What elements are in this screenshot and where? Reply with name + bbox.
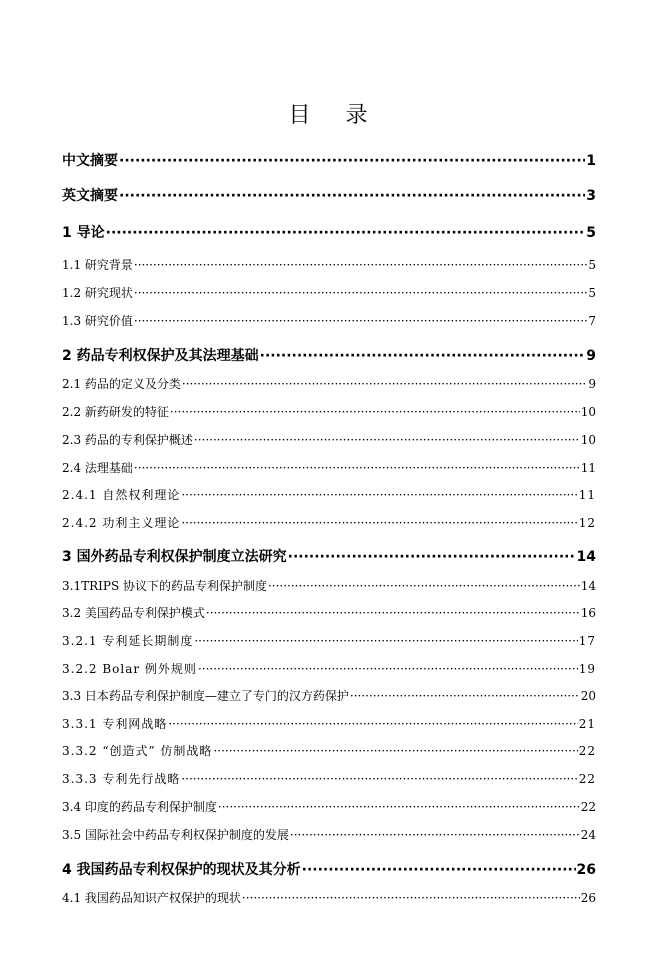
toc-entry-label: 1.1 研究背景 [62,258,133,272]
toc-entry-label: 3.3 日本药品专利保护制度—建立了专门的汉方药保护 [62,689,349,703]
toc-leader-dots [194,433,580,447]
toc-leader-dots [288,549,576,565]
toc-entry-label: 1 导论 [62,225,105,241]
toc-entry-label: 中文摘要 [62,153,118,169]
toc-entry[interactable] [62,660,596,677]
toc-entry[interactable] [62,375,596,392]
toc-leader-dots [170,405,580,419]
toc-entry[interactable] [62,826,596,843]
toc-leader-dots [206,606,580,620]
toc-entry-page-number: 22 [578,744,596,758]
toc-entry-page-number: 14 [576,549,596,565]
toc-entry[interactable] [62,403,596,420]
toc-entry-label: 1.3 研究价值 [62,314,133,328]
toc-entry-page-number: 10 [580,405,596,419]
toc-entry[interactable] [62,256,596,273]
toc-entry-page-number: 16 [580,606,596,620]
toc-entry[interactable] [62,742,596,759]
toc-entry[interactable] [62,859,596,879]
toc-leader-dots [134,461,580,475]
toc-entry-label: 3 国外药品专利权保护制度立法研究 [62,549,287,565]
toc-entry[interactable] [62,150,596,170]
toc-entry-page-number: 5 [586,225,596,241]
toc-entry-page-number: 12 [578,516,596,530]
toc-leader-dots [198,662,578,676]
toc-leader-dots [134,286,587,300]
toc-entry[interactable] [62,798,596,815]
toc-entry-label: 3.3.2 “创造式” 仿制战略 [62,744,213,758]
toc-leader-dots [106,225,586,241]
toc-entry-page-number: 24 [580,828,596,842]
toc-entry-label: 3.2.1 专利延长期制度 [62,634,194,648]
toc-leader-dots [181,772,577,786]
toc-leader-dots [218,800,580,814]
toc-entry-label: 2.4.1 自然权利理论 [62,488,181,502]
toc-entry[interactable] [62,632,596,649]
toc-leader-dots [268,579,580,593]
toc-entry-page-number: 22 [580,800,596,814]
toc-entry[interactable] [62,222,596,242]
toc-entry[interactable] [62,345,596,365]
toc-entry[interactable] [62,715,596,732]
toc-entry[interactable] [62,770,596,787]
toc-entry-label: 3.2 美国药品专利保护模式 [62,606,205,620]
toc-entry[interactable] [62,486,596,503]
toc-entry-page-number: 17 [578,634,596,648]
toc-entry-label: 3.2.2 Bolar 例外规则 [62,662,197,676]
toc-leader-dots [350,689,580,703]
toc-entry-page-number: 21 [578,717,596,731]
toc-entry[interactable] [62,889,596,906]
toc-entry-page-number: 1 [586,153,596,169]
toc-entry[interactable] [62,284,596,301]
toc-leader-dots [119,188,585,204]
toc-entry-label: 3.3.3 专利先行战略 [62,772,181,786]
toc-entry-page-number: 9 [586,348,596,364]
toc-entry-label: 2.4.2 功利主义理论 [62,516,181,530]
toc-entry-page-number: 20 [580,689,596,703]
toc-leader-dots [134,258,587,272]
toc-entry-page-number: 9 [588,377,596,391]
toc-entry-label: 2.4 法理基础 [62,461,133,475]
toc-leader-dots [302,862,576,878]
toc-leader-dots [213,744,577,758]
toc-entry-page-number: 11 [580,461,596,475]
toc-entry-page-number: 22 [578,772,596,786]
toc-entry[interactable] [62,514,596,531]
toc-entry[interactable] [62,546,596,566]
toc-entry-page-number: 5 [588,286,596,300]
toc-entry-label: 1.2 研究现状 [62,286,133,300]
toc-leader-dots [242,891,580,905]
toc-entry-label: 3.3.1 专利网战略 [62,717,168,731]
toc-entry-page-number: 10 [580,433,596,447]
toc-entry[interactable] [62,185,596,205]
toc-entry-label: 3.5 国际社会中药品专利权保护制度的发展 [62,828,289,842]
toc-entry-page-number: 26 [580,891,596,905]
toc-entry-label: 2.3 药品的专利保护概述 [62,433,193,447]
toc-entry-label: 2.1 药品的定义及分类 [62,377,181,391]
toc-entry-page-number: 14 [580,579,596,593]
toc-entry[interactable] [62,459,596,476]
toc-entry[interactable] [62,312,596,329]
toc-leader-dots [168,717,577,731]
toc-leader-dots [119,153,585,169]
toc-entry-page-number: 11 [578,488,596,502]
toc-entry-page-number: 7 [588,314,596,328]
toc-entry-page-number: 19 [578,662,596,676]
toc-entry-label: 3.4 印度的药品专利保护制度 [62,800,217,814]
toc-entry-label: 3.1TRIPS 协议下的药品专利保护制度 [62,579,267,593]
toc-entry-label: 2 药品专利权保护及其法理基础 [62,348,259,364]
toc-leader-dots [181,516,577,530]
toc-leader-dots [260,348,586,364]
toc-entry-label: 4.1 我国药品知识产权保护的现状 [62,891,241,905]
toc-entry-label: 英文摘要 [62,188,118,204]
toc-leader-dots [194,634,577,648]
toc-entry[interactable] [62,431,596,448]
toc-entry[interactable] [62,687,596,704]
toc-entry-page-number: 26 [576,862,596,878]
toc-leader-dots [134,314,587,328]
toc-leader-dots [181,488,577,502]
toc-entry-label: 4 我国药品专利权保护的现状及其分析 [62,862,301,878]
toc-entry-page-number: 5 [588,258,596,272]
toc-entry-page-number: 3 [586,188,596,204]
toc-entry[interactable] [62,604,596,621]
page-title: 目 录 [288,103,382,128]
toc-leader-dots [290,828,580,842]
toc-entry[interactable] [62,577,596,594]
toc-leader-dots [182,377,587,391]
toc-entry-label: 2.2 新药研发的特征 [62,405,169,419]
